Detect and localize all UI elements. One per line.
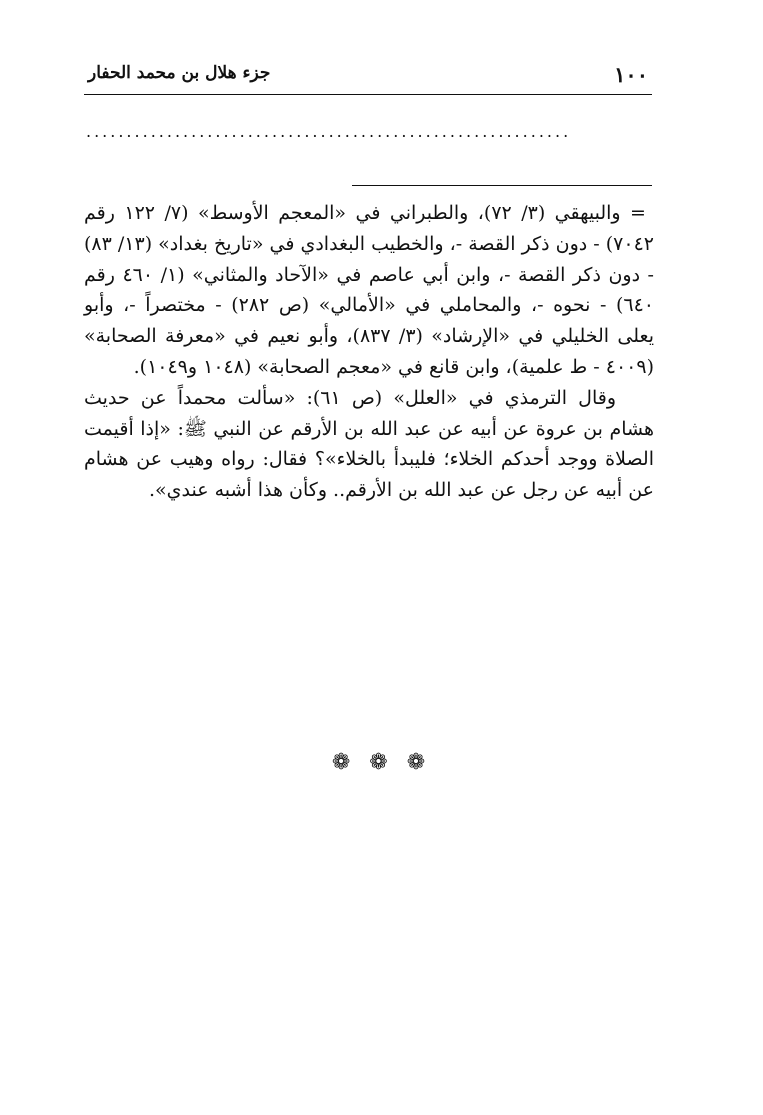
flower-ornament-icon: ❁ <box>369 750 394 775</box>
running-title: جزء هلال بن محمد الحفار <box>88 63 271 83</box>
text-block <box>84 198 654 506</box>
tirmidhi-paragraph: وقال الترمذي في «العلل» (ص ٦١): «سألت محمداً عن حديث هشام بن عروة عن أبيه عن عبد الله بن الأرقم عن النبي ﷺ: «إذا أقيمت الصلاة ووجد أحدكم الخلاء؛ فليبدأ بالخلاء»؟ فقال: رواه وهيب عن هشام عن أبيه عن رجل عن عبد الله بن الأرقم.. وكأن هذا أشبه عندي». <box>84 386 654 502</box>
dotted-separator: ............................................................ <box>86 122 572 141</box>
flower-ornament-icon: ❁ <box>406 750 432 775</box>
footnote-rule <box>352 185 652 186</box>
footnote-continuation: = والبيهقي (٣/ ٧٢)، والطبراني في «المعجم الأوسط» (٧/ ١٢٢ رقم ٧٠٤٢) - دون ذكر القصة -، والخطيب البغدادي في «تاريخ بغداد» (١٣/ ٨٣) - دون ذكر القصة -، وابن أبي عاصم في «الآحاد والمثاني» (١/ ٤٦٠ رقم ٦٤٠) - نحوه -، والمحاملي في «الأمالي» (ص ٢٨٢) - مختصراً -، وأبو يعلى الخليلي في «الإرشاد» (٣/ ٨٣٧)، وأبو نعيم في «معرفة الصحابة» (٤٠٠٩ - ط علمية)، وابن قانع في «معجم الصحابة» (١٠٤٨ و١٠٤٩). <box>84 202 654 378</box>
page-header <box>84 60 652 95</box>
page-number: ١٠٠ <box>614 62 648 87</box>
flower-ornament-icon: ❁ <box>331 750 357 775</box>
section-end-ornaments <box>0 750 763 775</box>
